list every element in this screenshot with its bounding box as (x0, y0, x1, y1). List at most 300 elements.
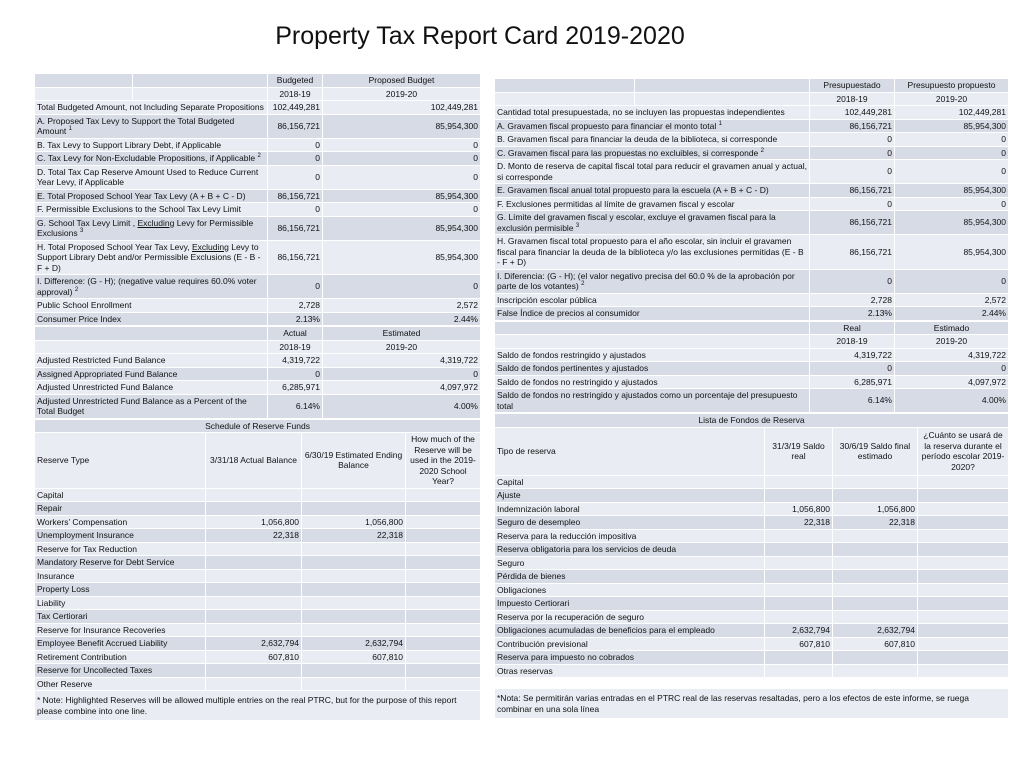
reserve-actual-balance (765, 651, 833, 665)
value-year-1: 2.13% (810, 307, 895, 321)
row-label (495, 348, 810, 362)
value-year-2: 85,954,300 (323, 240, 481, 275)
fund-balance-table (34, 326, 481, 419)
reserve-actual-balance (206, 623, 302, 637)
value-year-1: 102,449,281 (268, 101, 323, 115)
value-year-1: 86,156,721 (810, 119, 895, 133)
reserve-actual-balance (765, 570, 833, 584)
row-label (495, 197, 810, 211)
reserve-name: Reserve for Tax Reduction (35, 542, 206, 556)
reserve-name: Contribución previsional (495, 637, 765, 651)
row-label (495, 160, 810, 184)
reserve-estimated-balance (833, 529, 918, 543)
reserve-name: Capital (35, 488, 206, 502)
header-blank (635, 79, 810, 93)
col-header-real: Real (810, 321, 895, 335)
row-label (495, 269, 810, 293)
reserve-name: Other Reserve (35, 677, 206, 691)
row-label (35, 367, 268, 381)
table-row (35, 152, 481, 166)
reserve-actual-balance: 2,632,794 (765, 624, 833, 638)
value-year-1: 0 (810, 269, 895, 293)
header-row (495, 79, 1009, 93)
reserve-actual-balance (765, 664, 833, 678)
row-label-text: I. Diferencia: (G - H); (el valor negativo precisa del 60.0 % de la aprobación por parte de los votantes) (497, 270, 795, 291)
value-year-2: 0 (895, 146, 1009, 160)
reserve-estimated-balance: 22,318 (833, 516, 918, 530)
row-label-text: Levy to Support Library Debt and/or Permissible Exclusions (E - B - F + D) (37, 241, 261, 273)
reserve-name: Mandatory Reserve for Debt Service (35, 556, 206, 570)
row-label-text: Consumer Price Index (37, 313, 122, 324)
year-label: 2019-20 (895, 92, 1009, 106)
reserve-usage (918, 664, 1009, 678)
reserve-name: Seguro de desempleo (495, 516, 765, 530)
reserve-actual-balance: 22,318 (765, 516, 833, 530)
reserve-estimated-balance (302, 610, 406, 624)
value-year-1: 2,728 (810, 293, 895, 307)
table-row (35, 354, 481, 368)
value-year-1: 86,156,721 (268, 240, 323, 275)
reserve-row (495, 637, 1009, 651)
reserve-estimated-balance (833, 543, 918, 557)
reserve-name: Repair (35, 502, 206, 516)
value-year-2: 0 (323, 203, 481, 217)
table-row (35, 216, 481, 240)
footnote: * Note: Highlighted Reserves will be allowed multiple entries on the real PTRC, but for the purpose of this report please combine into one line. (35, 691, 481, 721)
footnote-marker: 1 (718, 120, 722, 127)
reserve-usage (918, 529, 1009, 543)
row-label-text: Adjusted Restricted Fund Balance (37, 355, 166, 365)
table-row (495, 293, 1009, 307)
reserve-actual-balance (206, 502, 302, 516)
value-year-1: 6.14% (810, 389, 895, 413)
fund-header-row (495, 321, 1009, 335)
value-year-1: 6,285,971 (268, 381, 323, 395)
row-label (495, 119, 810, 133)
row-label-text: D. Monto de reserva de capital fiscal total para reducir el gravamen anual y actual, si corresponde (497, 161, 807, 182)
value-year-2: 4,097,972 (323, 381, 481, 395)
col-header-estimated-balance: 6/30/19 Estimated Ending Balance (302, 433, 406, 489)
table-row (35, 299, 481, 313)
row-label (495, 106, 810, 120)
reserve-row (495, 529, 1009, 543)
row-label (495, 307, 810, 321)
row-label-text: A. Proposed Tax Levy to Support the Total Budgeted Amount (37, 115, 235, 136)
row-label-text: False Índice de precios al consumidor (497, 308, 640, 318)
reserve-row (35, 569, 481, 583)
reserve-row (495, 489, 1009, 503)
row-label-underlined: Excluding (137, 217, 175, 228)
header-blank (35, 340, 268, 354)
reserve-row (35, 502, 481, 516)
reserve-row (495, 597, 1009, 611)
year-label: 2018-19 (268, 87, 323, 101)
reserve-actual-balance: 1,056,800 (206, 515, 302, 529)
reserve-row (495, 570, 1009, 584)
row-label-text: E. Total Proposed School Year Tax Levy (A + B + C - D) (37, 190, 246, 201)
reserve-usage (406, 637, 481, 651)
reserve-actual-balance: 607,810 (765, 637, 833, 651)
reserve-estimated-balance: 1,056,800 (833, 502, 918, 516)
reserve-name: Property Loss (35, 583, 206, 597)
row-label (35, 138, 268, 152)
reserve-actual-balance (206, 677, 302, 691)
value-year-1: 0 (810, 197, 895, 211)
row-label-text: Public School Enrollment (37, 300, 132, 310)
reserve-usage (918, 610, 1009, 624)
col-header-presupuesto-propuesto: Presupuesto propuesto (895, 79, 1009, 93)
reserve-usage (406, 610, 481, 624)
spacer (495, 678, 1009, 689)
table-row (495, 211, 1009, 235)
year-row (495, 92, 1009, 106)
reserve-usage (406, 596, 481, 610)
reserve-row (35, 515, 481, 529)
reserve-usage (406, 488, 481, 502)
reserve-estimated-balance: 607,810 (302, 650, 406, 664)
value-year-1: 6.14% (268, 394, 323, 418)
row-label-text: Saldo de fondos restringido y ajustados (497, 349, 646, 360)
reserve-row (495, 583, 1009, 597)
row-label-text: C. Tax Levy for Non-Excludable Propositions, if Applicable (37, 153, 256, 163)
reserve-actual-balance: 607,810 (206, 650, 302, 664)
value-year-1: 86,156,721 (810, 235, 895, 270)
reserve-name: Employee Benefit Accrued Liability (35, 637, 206, 651)
reserve-estimated-balance (833, 475, 918, 489)
reserve-schedule-table-es (494, 413, 1009, 719)
col-header-tipo-reserva: Tipo de reserva (495, 427, 765, 475)
reserve-schedule-table (34, 419, 481, 722)
row-label-text: Saldo de fondos no restringido y ajustados (497, 376, 658, 387)
reserve-row (495, 624, 1009, 638)
spanish-report-card (494, 78, 1008, 719)
table-row (35, 114, 481, 138)
value-year-1: 2,728 (268, 299, 323, 313)
reserve-estimated-balance (302, 488, 406, 502)
reserve-usage (918, 489, 1009, 503)
col-header-uso-reserva: ¿Cuánto se usará de la reserva durante el período escolar 2019-2020? (918, 427, 1009, 475)
note-row (35, 691, 481, 721)
reserve-actual-balance (206, 569, 302, 583)
value-year-2: 2,572 (323, 299, 481, 313)
reserve-actual-balance (206, 610, 302, 624)
footnote-marker: 2 (581, 281, 585, 288)
value-year-2: 2.44% (323, 312, 481, 326)
row-label (495, 235, 810, 270)
value-year-1: 2.13% (268, 312, 323, 326)
reserve-estimated-balance: 2,632,794 (302, 637, 406, 651)
reserve-estimated-balance: 2,632,794 (833, 624, 918, 638)
row-label (35, 381, 268, 395)
reserve-usage (406, 583, 481, 597)
reserve-estimated-balance (833, 664, 918, 678)
reserve-estimated-balance (302, 596, 406, 610)
year-label: 2018-19 (268, 340, 323, 354)
value-year-2: 0 (895, 362, 1009, 376)
reserve-actual-balance (206, 583, 302, 597)
table-row (495, 389, 1009, 413)
reserve-actual-balance (765, 529, 833, 543)
reserve-actual-balance (765, 489, 833, 503)
table-row (35, 367, 481, 381)
col-header-reserve-type: Reserve Type (35, 433, 206, 489)
table-row (35, 381, 481, 395)
row-label-text: Total Budgeted Amount, not Including Separate Propositions (37, 102, 264, 112)
reserve-row (35, 556, 481, 570)
value-year-1: 86,156,721 (268, 114, 323, 138)
schedule-title: Schedule of Reserve Funds (35, 419, 481, 433)
reserve-row (35, 529, 481, 543)
reserve-actual-balance: 1,056,800 (765, 502, 833, 516)
footnote-marker: 1 (68, 126, 73, 133)
row-label (35, 354, 268, 368)
reserve-name: Reserva para impuesto no cobrados (495, 651, 765, 665)
reserve-name: Reserve for Insurance Recoveries (35, 623, 206, 637)
value-year-1: 4,319,722 (268, 354, 323, 368)
reserve-usage (918, 502, 1009, 516)
row-label-text: B. Gravamen fiscal para financiar la deuda de la biblioteca, si corresponde (497, 134, 778, 144)
reserve-estimated-balance: 1,056,800 (302, 515, 406, 529)
row-label-text: G. School Tax Levy Limit , (37, 217, 138, 228)
reserve-usage (918, 570, 1009, 584)
reserve-actual-balance (765, 543, 833, 557)
reserve-row (35, 488, 481, 502)
reserve-estimated-balance (302, 583, 406, 597)
reserve-name: Liability (35, 596, 206, 610)
reserve-name: Pérdida de bienes (495, 570, 765, 584)
reserve-actual-balance (206, 664, 302, 678)
reserve-name: Obligaciones acumuladas de beneficios para el empleado (495, 624, 765, 638)
row-label-text: B. Tax Levy to Support Library Debt, if Applicable (37, 139, 222, 150)
value-year-2: 0 (895, 197, 1009, 211)
reserve-usage (406, 569, 481, 583)
footnote-marker: 2 (760, 147, 764, 154)
row-label (495, 133, 810, 147)
reserve-row (495, 475, 1009, 489)
value-year-2: 85,954,300 (895, 211, 1009, 235)
year-label: 2019-20 (323, 87, 481, 101)
value-year-2: 4,319,722 (323, 354, 481, 368)
reserve-usage (406, 677, 481, 691)
reserve-usage (406, 529, 481, 543)
reserve-estimated-balance (833, 597, 918, 611)
row-label (35, 394, 268, 418)
value-year-2: 85,954,300 (895, 184, 1009, 198)
reserve-estimated-balance (302, 569, 406, 583)
note-row (495, 689, 1009, 719)
value-year-1: 0 (268, 275, 323, 299)
reserve-name: Retirement Contribution (35, 650, 206, 664)
reserve-actual-balance (206, 542, 302, 556)
schedule-title: Lista de Fondos de Reserva (495, 414, 1009, 428)
fund-balance-table-es (494, 321, 1009, 414)
table-row (495, 106, 1009, 120)
year-label: 2019-20 (895, 335, 1009, 349)
value-year-1: 0 (268, 152, 323, 166)
reserve-row (495, 610, 1009, 624)
row-label (35, 152, 268, 166)
col-header-reserve-usage: How much of the Reserve will be used in the 2019-2020 School Year? (406, 433, 481, 489)
row-label (35, 299, 268, 313)
value-year-1: 4,319,722 (810, 348, 895, 362)
value-year-2: 85,954,300 (895, 235, 1009, 270)
value-year-2: 102,449,281 (323, 101, 481, 115)
table-row (35, 240, 481, 275)
row-label (35, 114, 268, 138)
table-row (495, 184, 1009, 198)
value-year-2: 2.44% (895, 307, 1009, 321)
value-year-2: 85,954,300 (895, 119, 1009, 133)
reserve-name: Reserva obligatoria para los servicios de deuda (495, 543, 765, 557)
reserve-row (35, 610, 481, 624)
header-blank (133, 87, 268, 101)
value-year-2: 0 (895, 160, 1009, 184)
row-label-text: Levy for Permissible Exclusions (37, 217, 254, 238)
table-row (35, 394, 481, 418)
value-year-2: 2,572 (895, 293, 1009, 307)
reserve-usage (918, 624, 1009, 638)
col-header-saldo-real: 31/3/19 Saldo real (765, 427, 833, 475)
row-label (35, 275, 268, 299)
reserve-actual-balance (765, 583, 833, 597)
value-year-1: 86,156,721 (268, 189, 323, 203)
row-label-text: Adjusted Unrestricted Fund Balance (37, 382, 174, 392)
table-row (495, 197, 1009, 211)
reserve-actual-balance (765, 597, 833, 611)
reserve-name: Ajuste (495, 489, 765, 503)
value-year-2: 0 (895, 269, 1009, 293)
table-row (35, 189, 481, 203)
reserve-actual-balance (206, 556, 302, 570)
row-label (495, 375, 810, 389)
reserve-estimated-balance (833, 651, 918, 665)
col-header-estimated: Estimated (323, 327, 481, 341)
reserve-name: Impuesto Certiorari (495, 597, 765, 611)
header-row (35, 74, 481, 88)
table-row (35, 275, 481, 299)
row-label (35, 312, 268, 326)
reserve-row (35, 664, 481, 678)
value-year-2: 4,097,972 (895, 375, 1009, 389)
reserve-estimated-balance (302, 502, 406, 516)
table-row (35, 203, 481, 217)
reserve-row (35, 623, 481, 637)
year-label: 2019-20 (323, 340, 481, 354)
row-label-text: Saldo de fondos pertinentes y ajustados (497, 363, 649, 373)
value-year-2: 4.00% (323, 394, 481, 418)
header-blank (35, 327, 268, 341)
table-row (495, 133, 1009, 147)
value-year-2: 85,954,300 (323, 189, 481, 203)
year-row (35, 87, 481, 101)
reserve-name: Tax Certiorari (35, 610, 206, 624)
header-blank (133, 74, 268, 88)
row-label-text: D. Total Tax Cap Reserve Amount Used to Reduce Current Year Levy, if Applicable (37, 166, 259, 187)
value-year-1: 0 (268, 138, 323, 152)
reserve-actual-balance (206, 488, 302, 502)
reserve-actual-balance (206, 596, 302, 610)
col-header-estimado: Estimado (895, 321, 1009, 335)
footnote-marker: 2 (74, 286, 79, 293)
header-blank (635, 92, 810, 106)
table-row (495, 348, 1009, 362)
table-row (35, 165, 481, 189)
row-label-text: F. Permissible Exclusions to the School Tax Levy Limit (37, 204, 241, 214)
row-label-text: Adjusted Unrestricted Fund Balance as a Percent of the Total Budget (37, 395, 247, 416)
table-row (495, 362, 1009, 376)
reserve-actual-balance: 22,318 (206, 529, 302, 543)
value-year-1: 102,449,281 (810, 106, 895, 120)
reserve-estimated-balance: 22,318 (302, 529, 406, 543)
reserve-row (495, 556, 1009, 570)
footnote-marker: 3 (575, 222, 580, 229)
table-row (35, 101, 481, 115)
table-row (495, 269, 1009, 293)
value-year-2: 0 (895, 133, 1009, 147)
year-label: 2018-19 (810, 335, 895, 349)
row-label-text: G. Límite del gravamen fiscal y escolar, excluye el gravamen fiscal para la exclusión permisible (497, 212, 776, 233)
value-year-1: 6,285,971 (810, 375, 895, 389)
reserve-actual-balance (765, 475, 833, 489)
reserve-row (35, 637, 481, 651)
value-year-2: 85,954,300 (323, 216, 481, 240)
tax-levy-table (34, 73, 481, 326)
row-label-underlined: Excluding (192, 241, 229, 252)
reserve-usage (406, 515, 481, 529)
col-header-actual-balance: 3/31/18 Actual Balance (206, 433, 302, 489)
tax-levy-table-es (494, 78, 1009, 321)
reserve-row (495, 543, 1009, 557)
row-label (35, 216, 268, 240)
reserve-estimated-balance (833, 489, 918, 503)
row-label-text: Inscripción escolar pública (497, 294, 597, 305)
reserve-estimated-balance (833, 570, 918, 584)
reserve-usage (406, 664, 481, 678)
row-label (495, 389, 810, 413)
header-blank (495, 335, 810, 349)
col-header-proposed: Proposed Budget (323, 74, 481, 88)
row-label-text: Cantidad total presupuestada, no se incluyen las propuestas independientes (497, 107, 785, 117)
year-label: 2018-19 (810, 92, 895, 106)
reserve-name: Seguro (495, 556, 765, 570)
row-label (495, 211, 810, 235)
row-label (35, 189, 268, 203)
row-label (495, 362, 810, 376)
reserve-name: Otras reservas (495, 664, 765, 678)
reserve-row (495, 516, 1009, 530)
table-row (495, 375, 1009, 389)
reserve-name: Obligaciones (495, 583, 765, 597)
schedule-header-row (35, 433, 481, 489)
table-row (495, 160, 1009, 184)
reserve-row (495, 664, 1009, 678)
reserve-estimated-balance (302, 623, 406, 637)
reserve-usage (918, 516, 1009, 530)
table-row (495, 119, 1009, 133)
reserve-row (35, 542, 481, 556)
footnote-marker: 2 (257, 153, 261, 160)
value-year-2: 0 (323, 165, 481, 189)
reserve-row (495, 651, 1009, 665)
row-label-text: Assigned Appropriated Fund Balance (37, 368, 178, 379)
table-row (495, 235, 1009, 270)
row-label (495, 146, 810, 160)
reserve-actual-balance: 2,632,794 (206, 637, 302, 651)
row-label (35, 101, 268, 115)
reserve-row (35, 650, 481, 664)
value-year-1: 0 (810, 160, 895, 184)
reserve-usage (918, 543, 1009, 557)
